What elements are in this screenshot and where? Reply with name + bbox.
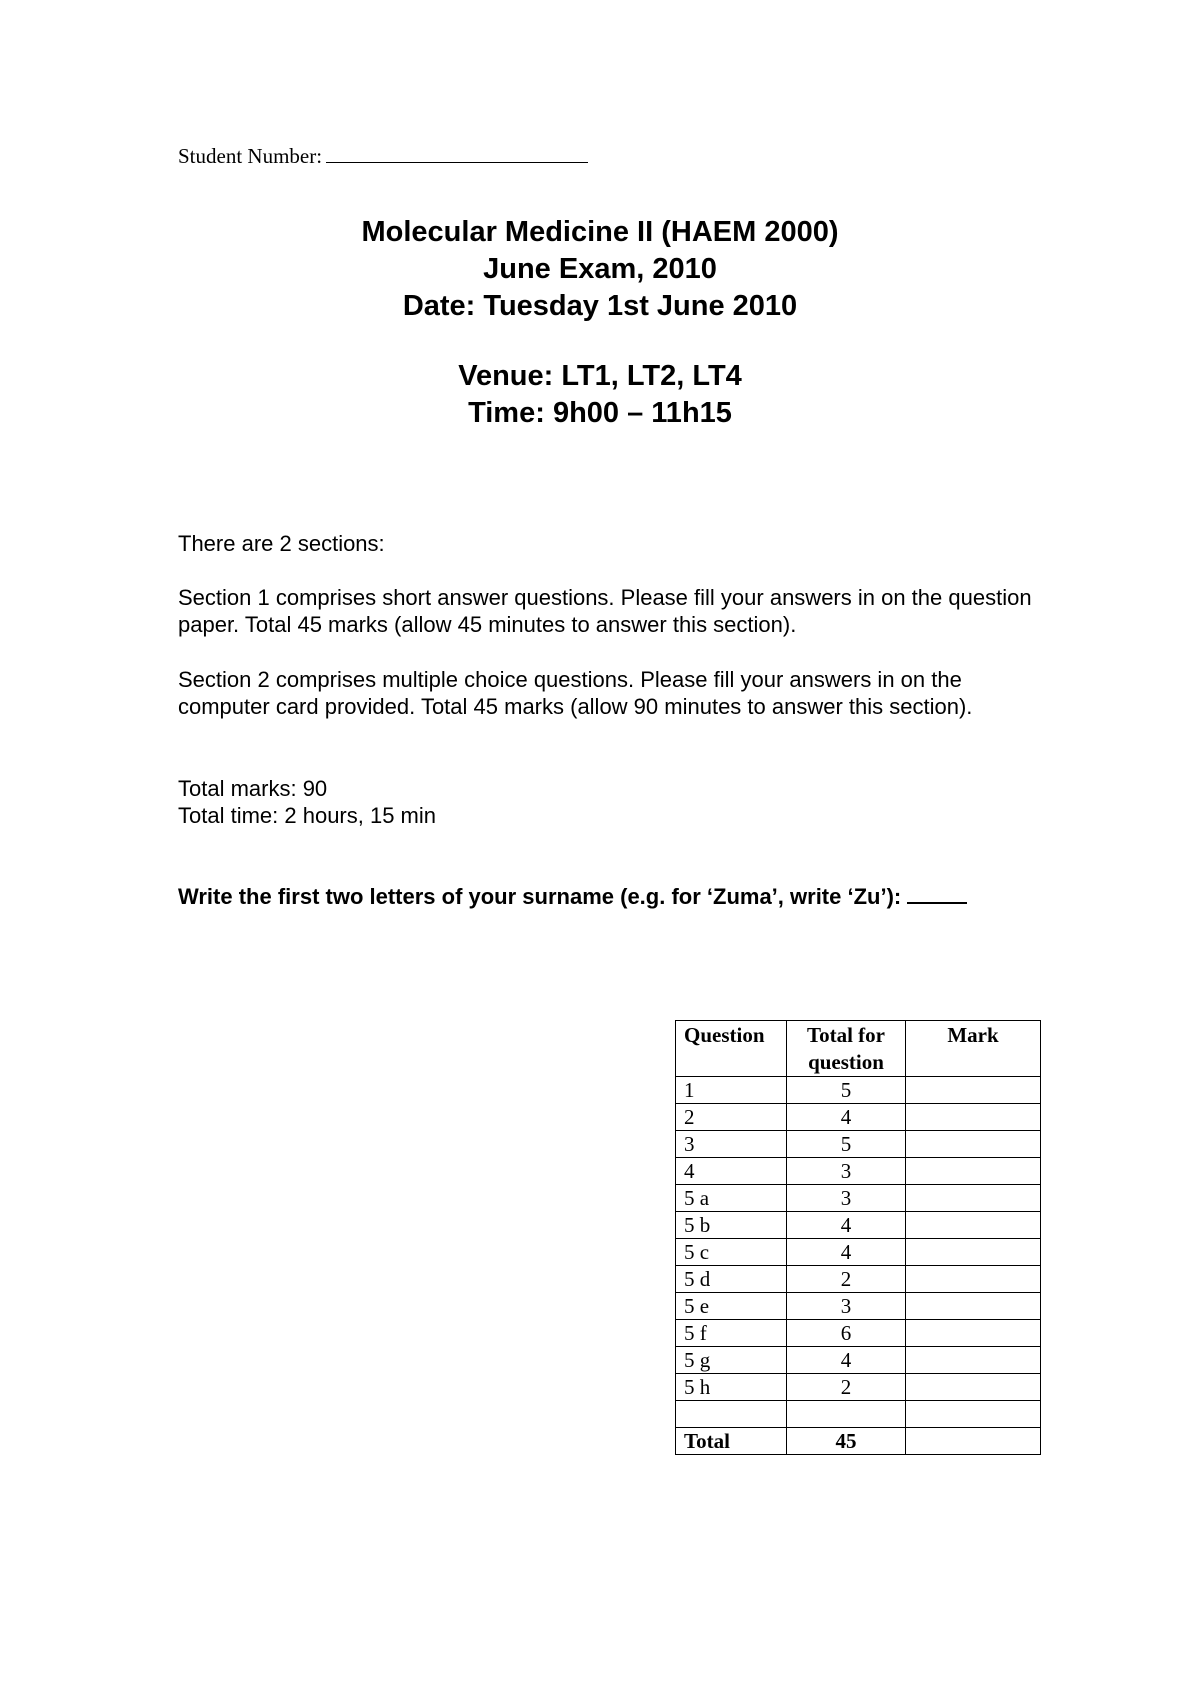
question-cell: 3 bbox=[676, 1131, 787, 1158]
question-cell: 5 g bbox=[676, 1347, 787, 1374]
surname-prompt-line bbox=[178, 883, 1058, 910]
table-row bbox=[676, 1131, 1041, 1158]
total-value-cell: 45 bbox=[787, 1428, 906, 1455]
surname-prompt: Write the first two letters of your surname (e.g. for ‘Zuma’, write ‘Zu’): bbox=[178, 884, 902, 909]
table-total-row bbox=[676, 1428, 1041, 1455]
table-row bbox=[676, 1212, 1041, 1239]
table-row bbox=[676, 1293, 1041, 1320]
header-mark: Mark bbox=[906, 1021, 1041, 1077]
table-row bbox=[676, 1401, 1041, 1428]
table-row bbox=[676, 1320, 1041, 1347]
table-header-row bbox=[676, 1021, 1041, 1077]
mark-cell[interactable] bbox=[906, 1320, 1041, 1347]
mark-cell[interactable] bbox=[906, 1239, 1041, 1266]
total-cell: 2 bbox=[787, 1266, 906, 1293]
total-cell: 5 bbox=[787, 1077, 906, 1104]
marks-table bbox=[675, 1020, 1041, 1455]
mark-cell[interactable] bbox=[906, 1185, 1041, 1212]
exam-time: Time: 9h00 – 11h15 bbox=[468, 397, 732, 429]
question-cell bbox=[676, 1401, 787, 1428]
header-total-for-question: Total for question bbox=[787, 1021, 906, 1077]
table-row bbox=[676, 1266, 1041, 1293]
student-number-label: Student Number: bbox=[178, 144, 323, 168]
section2-description: Section 2 comprises multiple choice questions. Please fill your answers in on the computer card provided. Total 45 marks (allow 90 minutes to answer this section). bbox=[178, 667, 973, 719]
mark-cell[interactable] bbox=[906, 1374, 1041, 1401]
exam-venue: Venue: LT1, LT2, LT4 bbox=[458, 360, 742, 392]
question-cell: 5 f bbox=[676, 1320, 787, 1347]
total-cell bbox=[787, 1401, 906, 1428]
table-row bbox=[676, 1374, 1041, 1401]
question-cell: 5 d bbox=[676, 1266, 787, 1293]
exam-title-block bbox=[0, 214, 1200, 432]
question-cell: 5 e bbox=[676, 1293, 787, 1320]
question-cell: 2 bbox=[676, 1104, 787, 1131]
totals-block bbox=[178, 775, 1058, 829]
mark-cell[interactable] bbox=[906, 1266, 1041, 1293]
mark-cell[interactable] bbox=[906, 1293, 1041, 1320]
total-cell: 5 bbox=[787, 1131, 906, 1158]
total-cell: 2 bbox=[787, 1374, 906, 1401]
total-cell: 6 bbox=[787, 1320, 906, 1347]
total-mark-cell[interactable] bbox=[906, 1428, 1041, 1455]
mark-cell[interactable] bbox=[906, 1212, 1041, 1239]
total-marks: Total marks: 90 bbox=[178, 776, 328, 801]
section1-description: Section 1 comprises short answer questions. Please fill your answers in on the question paper. Total 45 marks (allow 45 minutes to answer this section). bbox=[178, 585, 1032, 637]
table-row bbox=[676, 1239, 1041, 1266]
table-row bbox=[676, 1158, 1041, 1185]
total-cell: 3 bbox=[787, 1158, 906, 1185]
table-row bbox=[676, 1185, 1041, 1212]
total-cell: 4 bbox=[787, 1104, 906, 1131]
question-cell: 5 a bbox=[676, 1185, 787, 1212]
mark-cell[interactable] bbox=[906, 1158, 1041, 1185]
table-row bbox=[676, 1347, 1041, 1374]
question-cell: 5 c bbox=[676, 1239, 787, 1266]
mark-cell[interactable] bbox=[906, 1131, 1041, 1158]
mark-cell[interactable] bbox=[906, 1347, 1041, 1374]
table-row bbox=[676, 1104, 1041, 1131]
question-cell: 1 bbox=[676, 1077, 787, 1104]
total-cell: 3 bbox=[787, 1293, 906, 1320]
student-number-line bbox=[178, 144, 588, 169]
question-cell: 5 h bbox=[676, 1374, 787, 1401]
total-cell: 4 bbox=[787, 1212, 906, 1239]
total-label-cell: Total bbox=[676, 1428, 787, 1455]
question-cell: 5 b bbox=[676, 1212, 787, 1239]
total-time: Total time: 2 hours, 15 min bbox=[178, 803, 437, 828]
table-row bbox=[676, 1077, 1041, 1104]
exam-date: Date: Tuesday 1st June 2010 bbox=[402, 290, 798, 322]
total-cell: 4 bbox=[787, 1239, 906, 1266]
mark-cell[interactable] bbox=[906, 1401, 1041, 1428]
course-title: Molecular Medicine II (HAEM 2000) bbox=[361, 216, 839, 248]
total-cell: 3 bbox=[787, 1185, 906, 1212]
student-number-blank[interactable] bbox=[326, 144, 588, 163]
surname-blank[interactable] bbox=[907, 884, 967, 904]
mark-cell[interactable] bbox=[906, 1077, 1041, 1104]
header-question: Question bbox=[676, 1021, 787, 1077]
sections-count: There are 2 sections: bbox=[178, 531, 385, 556]
total-cell: 4 bbox=[787, 1347, 906, 1374]
question-cell: 4 bbox=[676, 1158, 787, 1185]
exam-name: June Exam, 2010 bbox=[483, 253, 717, 285]
mark-cell[interactable] bbox=[906, 1104, 1041, 1131]
